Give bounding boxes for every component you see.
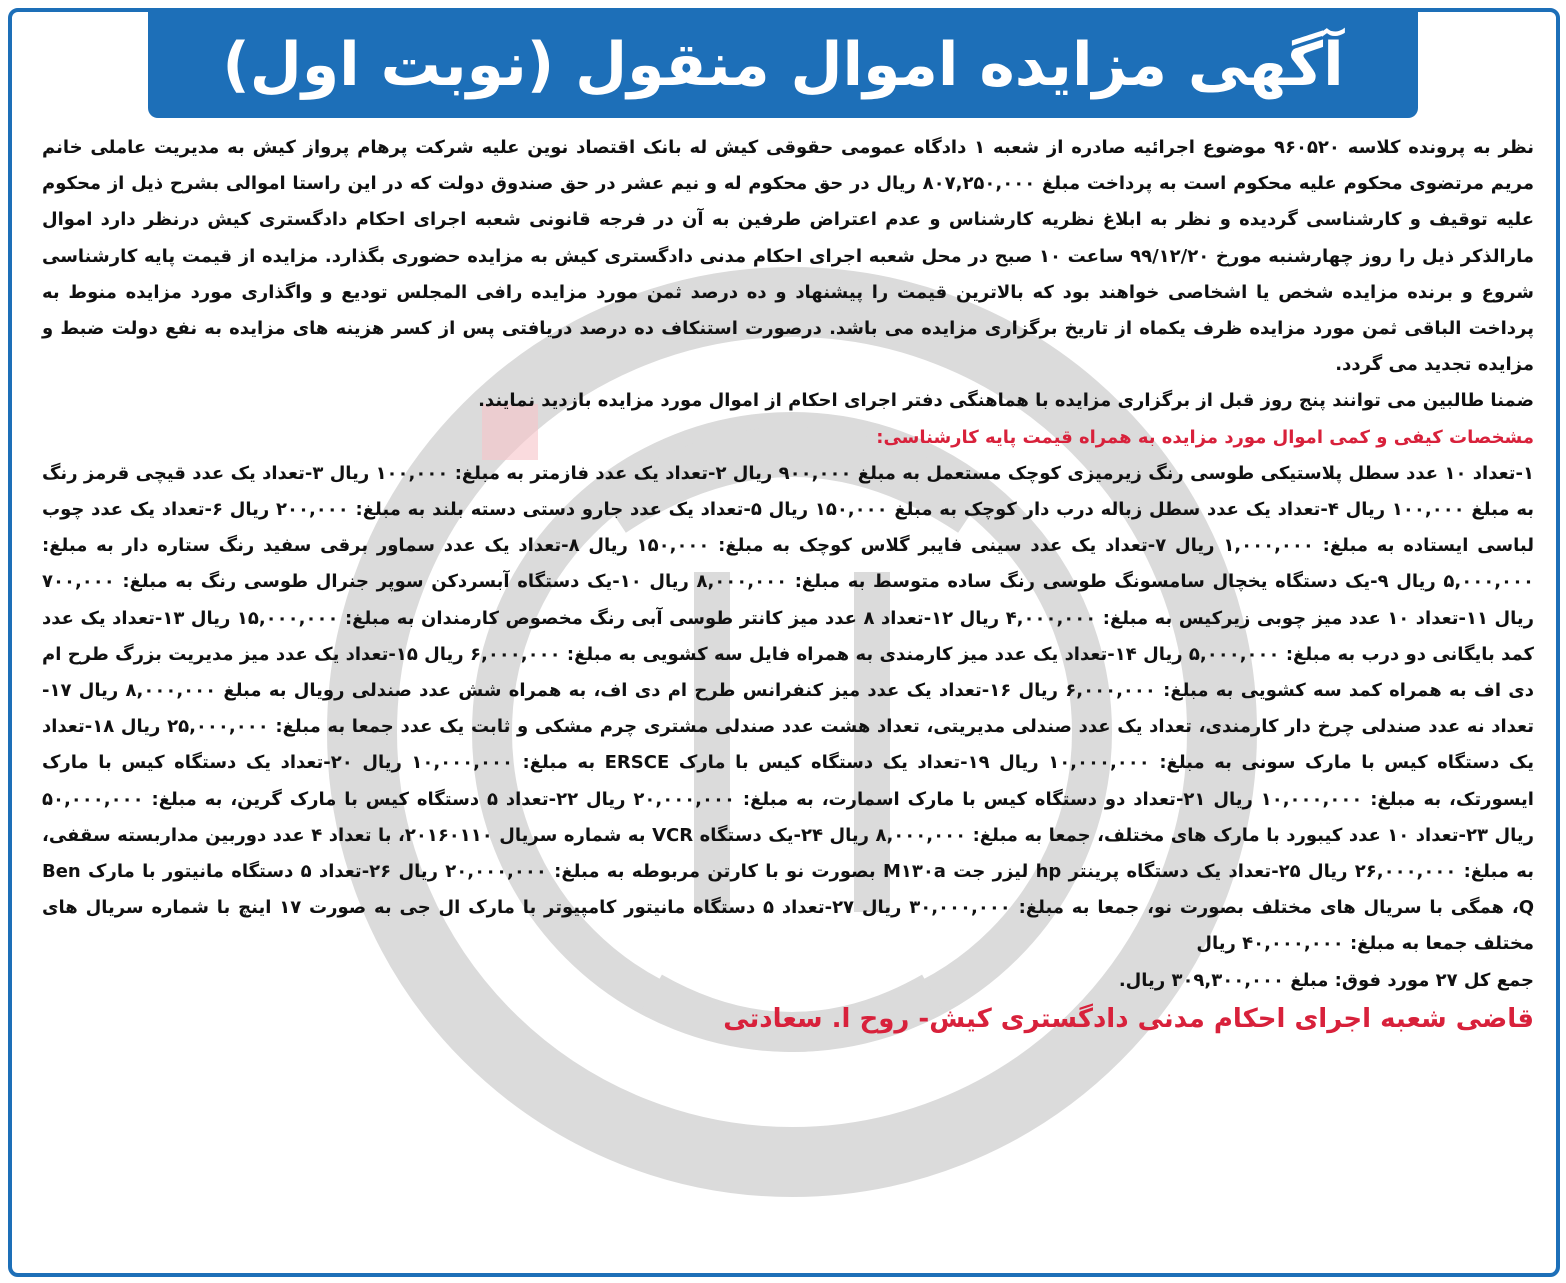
notice-title: آگهی مزایده اموال منقول (نوبت اول) <box>222 30 1344 100</box>
items-paragraph: ۱-تعداد ۱۰ عدد سطل پلاستیکی طوسی رنگ زیرمیزی کوچک مستعمل به مبلغ ۹۰۰,۰۰۰ ریال ۲-تعداد یک عدد فازمتر به مبلغ: ۱۰۰,۰۰۰ ریال ۳-تعداد یک عدد قیچی قرمز رنگ به مبلغ ۱۰۰,۰۰۰ ریال ۴-تعداد یک عدد سطل زباله درب دار کوچک به مبلغ ۱۵۰,۰۰۰ ریال ۵-تعداد یک عدد جارو دستی دسته بلند به مبلغ: ۲۰۰,۰۰۰ ریال ۶-تعداد یک عدد چوب لباسی ایستاده به مبلغ: ۱,۰۰۰,۰۰۰ ریال ۷-تعداد یک عدد سینی فایبر گلاس کوچک به مبلغ: ۱۵۰,۰۰۰ ریال ۸-تعداد یک عدد سماور برقی سفید رنگ ستاره دار به مبلغ: ۵,۰۰۰,۰۰۰ ریال ۹-یک دستگاه یخچال سامسونگ طوسی رنگ ساده متوسط به مبلغ: ۸,۰۰۰,۰۰۰ ریال ۱۰-یک دستگاه آبسردکن سوپر جنرال طوسی رنگ به مبلغ: ۷۰۰,۰۰۰ ریال ۱۱-تعداد ۱۰ عدد میز چوبی زیرکیس به مبلغ: ۴,۰۰۰,۰۰۰ ریال ۱۲-تعداد ۸ عدد میز کانتر طوسی آبی رنگ مخصوص کارمندان به مبلغ: ۱۵,۰۰۰,۰۰۰ ریال ۱۳-تعداد یک عدد کمد بایگانی دو درب به مبلغ: ۵,۰۰۰,۰۰۰ ریال ۱۴-تعداد یک عدد میز کارمندی به همراه فایل سه کشویی به مبلغ: ۶,۰۰۰,۰۰۰ ریال ۱۵-تعداد یک عدد میز مدیریت بزرگ طرح ام دی اف به همراه کمد سه کشویی به مبلغ: ۶,۰۰۰,۰۰۰ ریال ۱۶-تعداد یک عدد میز کنفرانس طرح ام دی اف، به همراه شش عدد صندلی رویال به مبلغ ۸,۰۰۰,۰۰۰ ریال ۱۷-تعداد نه عدد صندلی چرخ دار کارمندی، تعداد یک عدد صندلی مدیریتی، تعداد هشت عدد صندلی مشتری چرم مشکی و ثابت یک عدد جمعا به مبلغ: ۲۵,۰۰۰,۰۰۰ ریال ۱۸-تعداد یک دستگاه کیس با مارک سونی به مبلغ: ۱۰,۰۰۰,۰۰۰ ریال ۱۹-تعداد یک دستگاه کیس با مارک ERSCE به مبلغ: ۱۰,۰۰۰,۰۰۰ ریال ۲۰-تعداد یک دستگاه کیس با مارک ایسورتک، به مبلغ: ۱۰,۰۰۰,۰۰۰ ریال ۲۱-تعداد دو دستگاه کیس با مارک اسمارت، به مبلغ: ۲۰,۰۰۰,۰۰۰ ریال ۲۲-تعداد ۵ دستگاه کیس با مارک گرین، به مبلغ: ۵۰,۰۰۰,۰۰۰ ریال ۲۳-تعداد ۱۰ عدد کیبورد با مارک های مختلف، جمعا به مبلغ: ۸,۰۰۰,۰۰۰ ریال ۲۴-یک دستگاه VCR به شماره سریال ۲۰۱۶۰۱۱۰، با تعداد ۴ عدد دوربین مداربسته سقفی، به مبلغ: ۲۶,۰۰۰,۰۰۰ ریال ۲۵-تعداد یک دستگاه پرینتر hp لیزر جت M۱۳۰a بصورت نو با کارتن مربوطه به مبلغ: ۲۰,۰۰۰,۰۰۰ ریال ۲۶-تعداد ۵ دستگاه مانیتور با مارک Ben Q، همگی با سریال های مختلف بصورت نو، جمعا به مبلغ: ۳۰,۰۰۰,۰۰۰ ریال ۲۷-تعداد ۵ دستگاه مانیتور کامپیوتر با مارک ال جی به صورت ۱۷ اینچ با شماره سریال های مختلف جمعا به مبلغ: ۴۰,۰۰۰,۰۰۰ ریال <box>42 462 1535 955</box>
title-banner <box>148 12 1418 118</box>
intro-paragraph: نظر به پرونده کلاسه ۹۶۰۵۲۰ موضوع اجرائیه صادره از شعبه ۱ دادگاه عمومی حقوقی کیش له بانک اقتصاد نوین علیه شرکت پرهام پرواز کیش به مدیریت عاملی خانم مریم مرتضوی محکوم علیه محکوم است به پرداخت مبلغ ۸۰۷,۲۵۰,۰۰۰ ریال در حق محکوم له و نیم عشر در حق صندوق دولت که در این راستا اموالی بشرح ذیل از محکوم علیه توقیف و کارشناسی گردیده و نظر به ابلاغ نظریه کارشناس و عدم اعتراض طرفین به آن در فرجه قانونی شعبه اجرای احکام دادگستری کیش درنظر دارد اموال مارالذکر ذیل را روز چهارشنبه مورخ ۹۹/۱۲/۲۰ ساعت ۱۰ صبح در محل شعبه اجرای احکام مدنی دادگستری کیش به مزایده حضوری بگذارد. مزایده از قیمت پایه کارشناسی شروع و برنده مزایده شخص یا اشخاصی خواهند بود که بالاترین قیمت را پیشنهاد و ده درصد ثمن مورد مزایده رافی المجلس تودیع و واگذاری مورد مزایده منوط به پرداخت الباقی ثمن مورد مزایده ظرف یکماه از تاریخ برگزاری مزایده می باشد. درصورت استنکاف ده درصد دریافتی پس از کسر هزینه های مزایده به نفع دولت ضبط و مزایده تجدید می گردد. <box>42 137 1534 376</box>
notice-body <box>42 130 1534 1039</box>
notice-frame <box>8 8 1560 1277</box>
judge-signature: قاضی شعبه اجرای احکام مدنی دادگستری کیش- روح ا. سعادتی <box>723 1003 1534 1034</box>
visit-note: ضمنا طالبین می توانند پنج روز قبل از برگزاری مزایده با هماهنگی دفتر اجرای احکام از اموال مورد مزایده بازدید نمایند. <box>478 390 1534 412</box>
total-line: جمع کل ۲۷ مورد فوق: مبلغ ۳۰۹,۳۰۰,۰۰۰ ریال. <box>1118 969 1534 991</box>
specs-heading: مشخصات کیفی و کمی اموال مورد مزایده به همراه قیمت پایه کارشناسی: <box>876 426 1534 448</box>
